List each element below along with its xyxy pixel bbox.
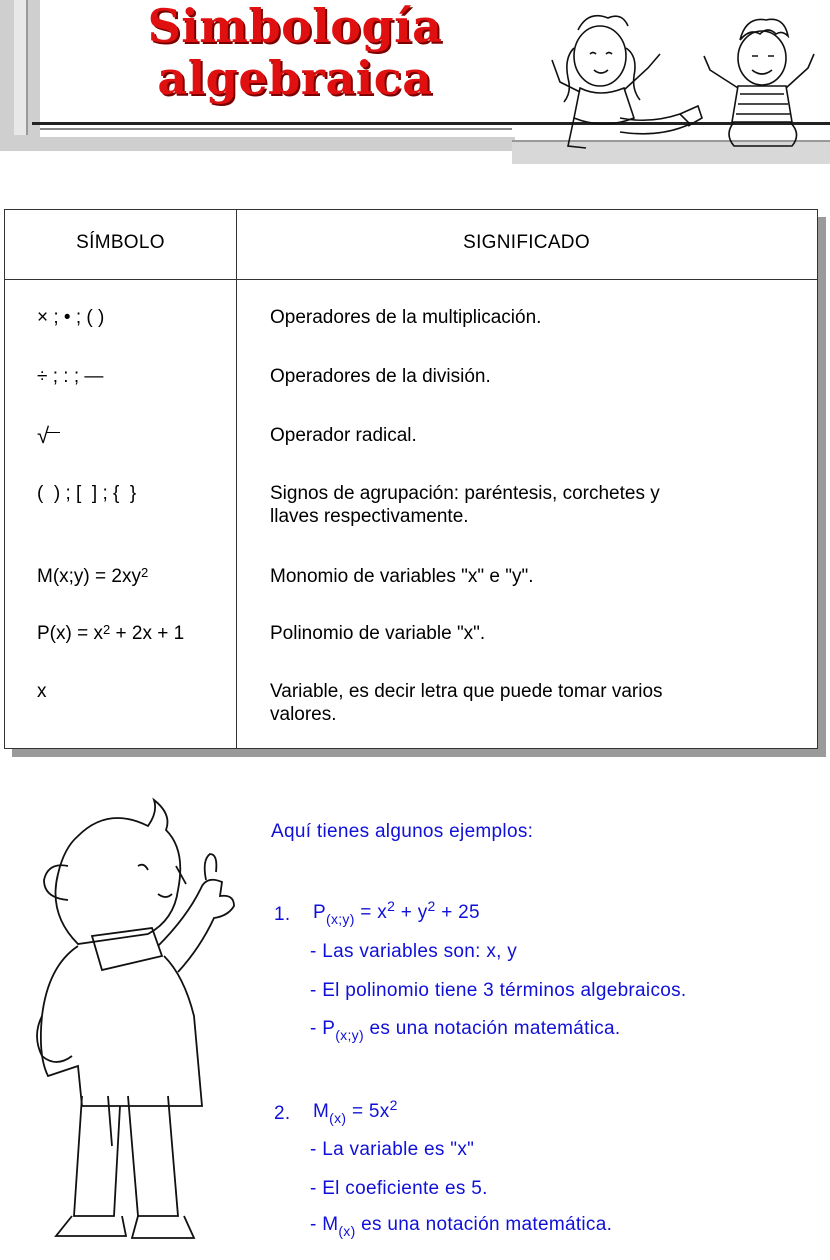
formula-exponent: 2 bbox=[389, 1097, 398, 1113]
example-notation bbox=[310, 1214, 612, 1239]
notation-prefix: - M bbox=[310, 1214, 339, 1235]
formula-subscript: (x;y) bbox=[325, 911, 355, 927]
meaning-cell bbox=[270, 482, 790, 528]
formula-eq: = x bbox=[354, 902, 388, 923]
example-detail: - La variable es "x" bbox=[310, 1139, 475, 1160]
radical-bar bbox=[46, 432, 60, 447]
header-symbol: SÍMBOLO bbox=[76, 232, 165, 253]
symbol-cell: × ; • ; ( ) bbox=[37, 307, 105, 328]
boy-pointing-illustration bbox=[8, 796, 248, 1256]
formula-subscript: (x) bbox=[329, 1110, 347, 1126]
meaning-cell: Monomio de variables "x" e "y". bbox=[270, 566, 534, 587]
table-column-divider bbox=[236, 210, 237, 748]
example-notation bbox=[310, 1018, 621, 1043]
symbol-cell: ( ) ; [ ] ; { } bbox=[37, 483, 137, 504]
meaning-line-1: Signos de agrupación: paréntesis, corchetes y bbox=[270, 483, 660, 504]
header-inner-line bbox=[40, 128, 512, 130]
radical-icon: √ bbox=[37, 423, 50, 448]
meaning-line-2: valores. bbox=[270, 704, 337, 725]
meaning-line-1: Variable, es decir letra que puede tomar varios bbox=[270, 681, 663, 702]
formula-name: M bbox=[313, 1101, 330, 1122]
notation-text: es una notación matemática. bbox=[363, 1018, 621, 1039]
notation-subscript: (x;y) bbox=[335, 1027, 364, 1043]
symbol-cell bbox=[37, 622, 232, 645]
meaning-line-2: llaves respectivamente. bbox=[270, 506, 469, 527]
formula-name: P bbox=[313, 902, 326, 923]
example-detail: - El coeficiente es 5. bbox=[310, 1178, 488, 1199]
symbol-cell bbox=[37, 424, 232, 449]
header-side-band-inner bbox=[14, 0, 28, 135]
table-header-rule bbox=[5, 279, 817, 280]
formula-exponent: 2 bbox=[387, 898, 396, 914]
symbol-cell: x bbox=[37, 681, 47, 702]
formula-end: + 25 bbox=[435, 902, 480, 923]
symbol-base: M(x;y) = 2xy bbox=[37, 566, 141, 587]
title-line-1: Simbología bbox=[147, 0, 443, 53]
symbol-base: P(x) = x bbox=[37, 623, 103, 644]
notation-subscript: (x) bbox=[338, 1223, 356, 1239]
meaning-cell: Operadores de la multiplicación. bbox=[270, 307, 542, 328]
formula-eq: = 5x bbox=[346, 1101, 390, 1122]
example-detail: - Las variables son: x, y bbox=[310, 941, 518, 962]
header-shadow-bar bbox=[0, 137, 515, 151]
example-formula bbox=[313, 898, 480, 927]
symbol-cell: ÷ ; : ; — bbox=[37, 366, 104, 387]
formula-mid: + y bbox=[395, 902, 428, 923]
example-number: 2. bbox=[274, 1103, 291, 1124]
meaning-cell: Operador radical. bbox=[270, 425, 417, 446]
children-illustration bbox=[540, 8, 830, 158]
meaning-cell bbox=[270, 680, 790, 726]
example-detail: - El polinomio tiene 3 términos algebraicos. bbox=[310, 980, 687, 1001]
example-number: 1. bbox=[274, 904, 291, 925]
meaning-cell: Polinomio de variable "x". bbox=[270, 623, 486, 644]
title-line-2: algebraica bbox=[157, 51, 433, 105]
symbol-exponent: 2 bbox=[140, 565, 149, 580]
example-formula bbox=[313, 1097, 398, 1126]
notation-prefix: - P bbox=[310, 1018, 336, 1039]
notation-text: es una notación matemática. bbox=[355, 1214, 613, 1235]
formula-exponent: 2 bbox=[427, 898, 436, 914]
header-meaning: SIGNIFICADO bbox=[463, 232, 590, 253]
examples-intro: Aquí tienes algunos ejemplos: bbox=[271, 821, 534, 842]
symbols-table bbox=[4, 209, 818, 749]
symbol-cell bbox=[37, 565, 232, 588]
symbol-exponent: 2 bbox=[102, 622, 111, 637]
page-title bbox=[90, 0, 500, 104]
meaning-cell: Operadores de la división. bbox=[270, 366, 491, 387]
symbol-rest: + 2x + 1 bbox=[110, 623, 185, 644]
